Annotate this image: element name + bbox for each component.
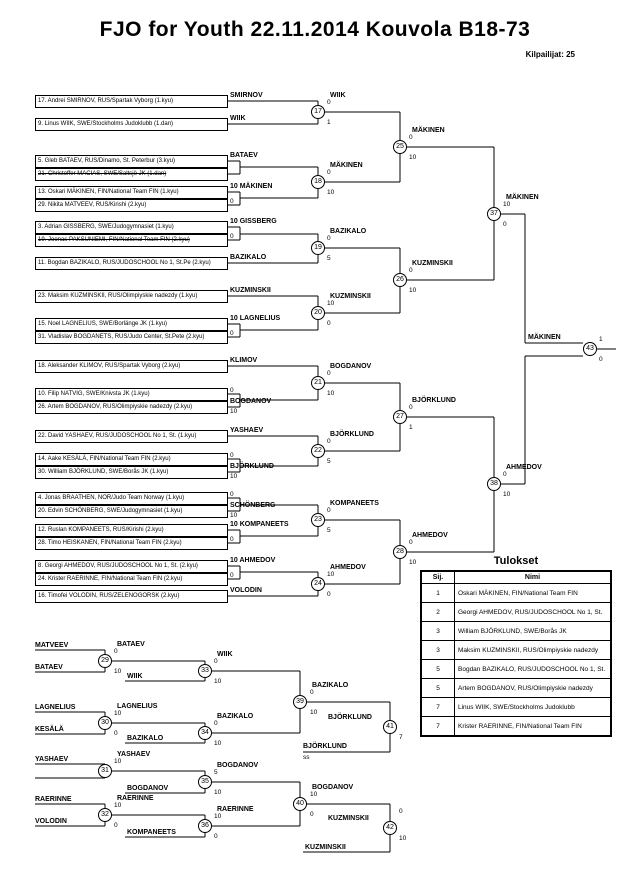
line-label: KESÄLÄ <box>35 726 64 733</box>
match-node: 42 <box>383 821 397 835</box>
result-name: William BJÖRKLUND, SWE/Borås JK <box>455 622 612 641</box>
line-label: SMIRNOV <box>230 92 263 99</box>
score-bottom: 5 <box>327 458 331 465</box>
table-row <box>421 622 611 641</box>
score-top: 0 <box>327 438 331 445</box>
score-top: 0 <box>327 169 331 176</box>
score-top: 0 <box>327 370 331 377</box>
line-label: KUZMINSKII <box>230 287 271 294</box>
match-node: 31 <box>98 764 112 778</box>
athlete-box: 31. Vladislav BOGDANETS, RUS/Judo Center, St.Pete (2.kyu) <box>35 331 228 344</box>
match-node: 29 <box>98 654 112 668</box>
athlete-box: 19. Joonas PAKSUNIEMI, FIN/National Team FIN (2.kyu) <box>35 234 228 247</box>
score-bottom: 0 <box>214 833 218 840</box>
score-bottom: 0 <box>114 730 118 737</box>
winner-label: WIIK <box>330 92 346 99</box>
score-label: 0 <box>230 491 234 498</box>
score-top: 0 <box>409 539 413 546</box>
athlete-box: 13. Oskari MÄKINEN, FIN/National Team FIN (1.kyu) <box>35 186 228 199</box>
results-panel <box>420 555 612 737</box>
score-top: 0 <box>310 689 314 696</box>
score-bottom: 10 <box>409 154 417 161</box>
winner-label: WIIK <box>217 651 233 658</box>
athlete-box: 10. Filip NATVIG, SWE/Knivsta JK (1.kyu) <box>35 388 228 401</box>
line-label: 10 GISSBERG <box>230 218 277 225</box>
line-label: BOGDANOV <box>127 785 169 792</box>
result-pos: 5 <box>421 660 455 679</box>
score-bottom: 10 <box>503 491 511 498</box>
score-bottom: 10 <box>409 559 417 566</box>
match-node: 19 <box>311 241 325 255</box>
line-label: 10 AHMEDOV <box>230 557 276 564</box>
athlete-box: 24. Krister RAERINNE, FIN/National Team FIN (2.kyu) <box>35 573 228 586</box>
athlete-box: 17. Andrei SMIRNOV, RUS/Spartak Vyborg (1.kyu) <box>35 95 228 108</box>
athlete-box: 9. Linus WIIK, SWE/Stockholms Judoklubb (1.dan) <box>35 118 228 131</box>
winner-label: KUZMINSKII <box>412 260 453 267</box>
match-node: 32 <box>98 808 112 822</box>
score-bottom: 10 <box>214 789 222 796</box>
athlete-box: 12. Ruslan KOMPANEETS, RUS/Kirishi (2.kyu) <box>35 524 228 537</box>
score-top: 10 <box>214 813 222 820</box>
competitor-count: Kilpailijat: 25 <box>525 50 575 59</box>
line-label: WIIK <box>230 115 246 122</box>
score-top: 0 <box>327 99 331 106</box>
score-bottom: 10 <box>114 668 122 675</box>
winner-label: LAGNELIUS <box>117 703 158 710</box>
match-node: 27 <box>393 410 407 424</box>
athlete-box: 28. Timo HEISKANEN, FIN/National Team FIN (2.kyu) <box>35 537 228 550</box>
table-row <box>421 698 611 717</box>
line-label: 10 KOMPANEETS <box>230 521 289 528</box>
result-pos: 1 <box>421 584 455 603</box>
athlete-box: 14. Aake KESÄLÄ, FIN/National Team FIN (2.kyu) <box>35 453 228 466</box>
athlete-box: 23. Maksim KUZMINSKII, RUS/Olimpiyskie nadezdy (1.kyu) <box>35 290 228 303</box>
match-node: 40 <box>293 797 307 811</box>
winner-label: KUZMINSKII <box>328 815 369 822</box>
score-bottom: 0 <box>599 356 603 363</box>
match-node: 28 <box>393 545 407 559</box>
score-bottom: 1 <box>327 119 331 126</box>
line-label: WIIK <box>127 673 143 680</box>
score-label: 0 <box>230 330 234 337</box>
athlete-box: 16. Timofei VOLODIN, RUS/ZELENOGORSK (2.kyu) <box>35 590 228 603</box>
athlete-box: 26. Artem BOGDANOV, RUS/Olimpiyskie nadezdy (2.kyu) <box>35 401 228 414</box>
result-name: Oskari MÄKINEN, FIN/National Team FIN <box>455 584 612 603</box>
result-pos: 3 <box>421 622 455 641</box>
result-name: Georgi AHMEDOV, RUS/JUDOSCHOOL No 1, St. <box>455 603 612 622</box>
athlete-box: 21. Christoffer MACIAS, SWE/Saltsjö JK (1.dan) <box>35 168 228 181</box>
match-node: 22 <box>311 444 325 458</box>
result-pos: 7 <box>421 717 455 737</box>
winner-label: BAZIKALO <box>312 682 349 689</box>
match-node: 25 <box>393 140 407 154</box>
score-bottom: 10 <box>327 390 335 397</box>
match-node: 38 <box>487 477 501 491</box>
score-label: 10 <box>230 408 238 415</box>
winner-label: BOGDANOV <box>330 363 372 370</box>
table-row <box>421 660 611 679</box>
score-bottom: 5 <box>327 255 331 262</box>
score-bottom: 10 <box>214 740 222 747</box>
score-top: 0 <box>409 404 413 411</box>
winner-label: BJÖRKLUND <box>328 714 372 721</box>
winner-label: BAZIKALO <box>330 228 367 235</box>
winner-label: BJÖRKLUND <box>412 397 456 404</box>
score-label: 0 <box>230 387 234 394</box>
score-bottom: 1 <box>409 424 413 431</box>
line-label: YASHAEV <box>35 756 69 763</box>
athlete-box: 3. Adrian GISSBERG, SWE/Judogymnasiet (1.kyu) <box>35 221 228 234</box>
winner-label: MÄKINEN <box>412 127 445 134</box>
match-node: 20 <box>311 306 325 320</box>
score-top: 0 <box>327 507 331 514</box>
score-top: 1 <box>599 336 603 343</box>
score-bottom: 10 <box>409 287 417 294</box>
line-label: LAGNELIUS <box>35 704 76 711</box>
score-top: 0 <box>214 720 218 727</box>
winner-label: BATAEV <box>117 641 145 648</box>
winner-label: KUZMINSKII <box>330 293 371 300</box>
results-table <box>420 570 612 737</box>
match-node: 41 <box>383 720 397 734</box>
table-row <box>421 584 611 603</box>
results-col-name: Nimi <box>455 571 612 584</box>
score-bottom: 0 <box>114 822 118 829</box>
winner-label: AHMEDOV <box>506 464 542 471</box>
score-label: 0 <box>230 198 234 205</box>
winner-label: BAZIKALO <box>217 713 254 720</box>
line-label: BJÖRKLUND <box>230 463 274 470</box>
score-top: 10 <box>114 758 122 765</box>
score-top: 5 <box>214 769 218 776</box>
result-name: Artem BOGDANOV, RUS/Olimpiyskie nadezdy <box>455 679 612 698</box>
score-bottom: 0 <box>503 221 507 228</box>
athlete-box: 8. Georgi AHMEDOV, RUS/JUDOSCHOOL No 1, St. (2.kyu) <box>35 560 228 573</box>
results-title: Tulokset <box>493 555 539 567</box>
score-top: 10 <box>114 802 122 809</box>
line-label: RAERINNE <box>35 796 72 803</box>
winner-label: KOMPANEETS <box>330 500 379 507</box>
line-label: BAZIKALO <box>127 735 164 742</box>
score-label: 0 <box>230 536 234 543</box>
match-node: 23 <box>311 513 325 527</box>
score-top: 10 <box>114 710 122 717</box>
winner-label: BJÖRKLUND <box>330 431 374 438</box>
score-top: 0 <box>327 235 331 242</box>
match-node: 24 <box>311 577 325 591</box>
score-top: 0 <box>409 134 413 141</box>
score-top: 10 <box>327 571 335 578</box>
table-row <box>421 717 611 737</box>
line-label: BOGDANOV <box>230 398 272 405</box>
line-label: BAZIKALO <box>230 254 267 261</box>
result-name: Krister RAERINNE, FIN/National Team FIN <box>455 717 612 737</box>
score-top: 0 <box>503 471 507 478</box>
match-node: 36 <box>198 819 212 833</box>
match-node: 37 <box>487 207 501 221</box>
line-label: VOLODIN <box>35 818 67 825</box>
result-pos: 2 <box>421 603 455 622</box>
match-node: 43 <box>583 342 597 356</box>
line-label: 10 MÄKINEN <box>230 183 273 190</box>
score-top: 0 <box>114 648 118 655</box>
athlete-box: 18. Aleksander KLIMOV, RUS/Spartak Vyborg (2.kyu) <box>35 360 228 373</box>
match-node: 30 <box>98 716 112 730</box>
line-label: BATAEV <box>35 664 63 671</box>
score-top: 10 <box>503 201 511 208</box>
line-label: BATAEV <box>230 152 258 159</box>
winner-label: YASHAEV <box>117 751 151 758</box>
score-label: 0 <box>230 452 234 459</box>
score-bottom: 10 <box>327 189 335 196</box>
athlete-box: 30. William BJÖRKLUND, SWE/Borås JK (1.kyu) <box>35 466 228 479</box>
score-label: 0 <box>230 233 234 240</box>
line-label: MATVEEV <box>35 642 69 649</box>
score-bottom: 5 <box>327 527 331 534</box>
score-top: 0 <box>214 658 218 665</box>
winner-label: AHMEDOV <box>330 564 366 571</box>
score-top: 10 <box>310 791 318 798</box>
athlete-box: 29. Nikita MATVEEV, RUS/Kirishi (2.kyu) <box>35 199 228 212</box>
athlete-box: 20. Edvin SCHÖNBERG, SWE/Judogymnasiet (1.kyu) <box>35 505 228 518</box>
score-bottom: 0 <box>310 811 314 818</box>
score-label: 10 <box>230 473 238 480</box>
score-top: 0 <box>409 267 413 274</box>
line-label: KUZMINSKII <box>305 844 346 851</box>
winner-label: AHMEDOV <box>412 532 448 539</box>
match-node: 33 <box>198 664 212 678</box>
table-row <box>421 603 611 622</box>
match-node: 34 <box>198 726 212 740</box>
result-name: Bogdan BAZIKALO, RUS/JUDOSCHOOL No 1, St. <box>455 660 612 679</box>
winner-label: RAERINNE <box>117 795 154 802</box>
winner-label: BOGDANOV <box>217 762 259 769</box>
score-bottom: 7 <box>399 734 403 741</box>
score-label: 10 <box>230 512 238 519</box>
score-top: 0 <box>399 808 403 815</box>
match-node: 35 <box>198 775 212 789</box>
annotation: ss <box>303 754 310 761</box>
score-top: 10 <box>327 300 335 307</box>
result-pos: 3 <box>421 641 455 660</box>
result-pos: 7 <box>421 698 455 717</box>
match-node: 21 <box>311 376 325 390</box>
winner-label: MÄKINEN <box>330 162 363 169</box>
winner-label: RAERINNE <box>217 806 254 813</box>
result-name: Linus WIIK, SWE/Stockholms Judoklubb <box>455 698 612 717</box>
final-winner-label: MÄKINEN <box>528 334 561 341</box>
score-bottom: 0 <box>327 591 331 598</box>
results-col-pos: Sij. <box>421 571 455 584</box>
match-node: 17 <box>311 105 325 119</box>
line-label: BJÖRKLUND <box>303 743 347 750</box>
match-node: 18 <box>311 175 325 189</box>
result-pos: 5 <box>421 679 455 698</box>
athlete-box: 22. David YASHAEV, RUS/JUDOSCHOOL No 1, St. (1.kyu) <box>35 430 228 443</box>
match-node: 26 <box>393 273 407 287</box>
athlete-box: 4. Jonas BRAATHEN, NOR/Judo Team Norway (1.kyu) <box>35 492 228 505</box>
athlete-box: 11. Bogdan BAZIKALO, RUS/JUDOSCHOOL No 1, St.Pe (2.kyu) <box>35 257 228 270</box>
winner-label: MÄKINEN <box>506 194 539 201</box>
score-bottom: 10 <box>214 678 222 685</box>
athlete-box: 5. Gleb BATAEV, RUS/Dinamo, St. Peterbur (3.kyu) <box>35 155 228 168</box>
match-node: 39 <box>293 695 307 709</box>
result-name: Maksim KUZMINSKII, RUS/Olimpiyskie nadezdy <box>455 641 612 660</box>
winner-label: BOGDANOV <box>312 784 354 791</box>
line-label: VOLODIN <box>230 587 262 594</box>
line-label: SCHÖNBERG <box>230 502 276 509</box>
page-title: FJO for Youth 22.11.2014 Kouvola B18-73 <box>99 18 531 41</box>
table-row <box>421 641 611 660</box>
table-row <box>421 679 611 698</box>
score-label: 0 <box>230 572 234 579</box>
line-label: KLIMOV <box>230 357 258 364</box>
athlete-box: 15. Noel LAGNELIUS, SWE/Borlänge JK (1.kyu) <box>35 318 228 331</box>
score-bottom: 10 <box>399 835 407 842</box>
line-label: 10 LAGNELIUS <box>230 315 281 322</box>
line-label: KOMPANEETS <box>127 829 176 836</box>
line-label: YASHAEV <box>230 427 264 434</box>
score-bottom: 0 <box>327 320 331 327</box>
score-bottom: 10 <box>310 709 318 716</box>
